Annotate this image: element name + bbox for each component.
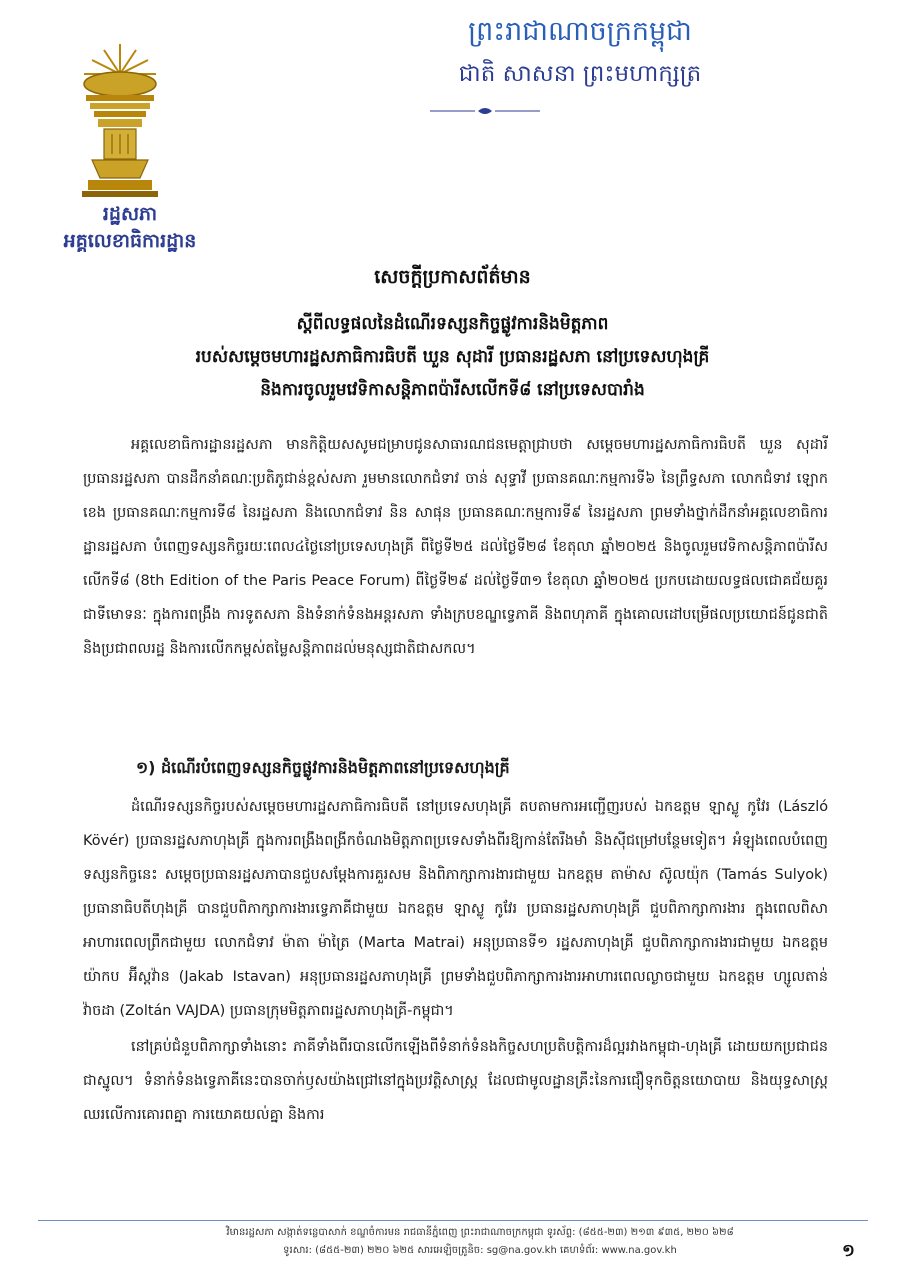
footer-address: វិមានរដ្ឋសភា សង្កាត់ទន្លេបាសាក់ ខណ្ឌចំការមន រាជធានីភ្នំពេញ ព្រះរាជាណាចក្រកម្ពុជា ទូរស័ព្ទ: (៨៥៥-២៣) ២១៣ ៩៣៥, ២២០ ៦២៨ xyxy=(226,1227,734,1238)
ministry-name: រដ្ឋសភា xyxy=(102,203,158,225)
intro-paragraph: អគ្គលេខាធិការដ្ឋានរដ្ឋសភា មានកិត្តិយសសូមជម្រាបជូនសាធារណជនមេត្តាជ្រាបថា សម្ដេចមហារដ្ឋសភាធិការធិបតី ឃួន សុដារី ប្រធានរដ្ឋសភា បានដឹកនាំគណៈប្រតិភូជាន់ខ្ពស់សភា រួមមានលោកជំទាវ ចាន់ សុទ្ធាវី ប្រធានគណៈកម្មការទី៦ នៃព្រឹទ្ធសភា លោកជំទាវ ឡោក ខេង ប្រធានគណៈកម្មការទី៨ នៃរដ្ឋសភា និងលោកជំទាវ និន សាផុន ប្រធានគណៈកម្មការទី៩ នៃរដ្ឋសភា ព្រមទាំងថ្នាក់ដឹកនាំអគ្គលេខាធិការដ្ឋានរដ្ឋសភា បំពេញទស្សនកិច្ចរយៈពេល៤ថ្ងៃនៅប្រទេសហុងគ្រី ពីថ្ងៃទី២៥ ដល់ថ្ងៃទី២៨ ខែតុលា ឆ្នាំ២០២៥ និងចូលរួមវេទិកាសន្តិភាពប៉ារីសលើកទី៨ (8th Edition of the Paris Peace Forum) ពីថ្ងៃទី២៩ ដល់ថ្ងៃទី៣១ ខែតុលា ឆ្នាំ២០២៥ ប្រកបដោយលទ្ធផលជោគជ័យគួរជាទីមោទនៈ ក្នុងការពង្រឹង ការទូតសភា និងទំនាក់ទំនងអន្តរសភា ទាំងក្របខណ្ឌទ្វេភាគី និងពហុភាគី ក្នុងគោលដៅបម្រើផលប្រយោជន៍ជូនជាតិ និងប្រជាពលរដ្ឋ និងការលើកកម្ពស់តម្លៃសន្តិភាពដល់មនុស្សជាតិជាសកល។ xyxy=(83,437,828,657)
footer-divider xyxy=(38,1220,868,1221)
department-name: អគ្គលេខាធិការដ្ឋាន xyxy=(63,230,197,252)
title-line-3: និងការចូលរួមវេទិកាសន្តិភាពប៉ារីសលើកទី៨ នៅប្រទេសបារាំង xyxy=(260,380,645,400)
section-heading-1: ១) ដំណើរបំពេញទស្សនកិច្ចផ្លូវការនិងមិត្តភាពនៅប្រទេសហុងគ្រី xyxy=(136,758,510,777)
section-1-paragraph: ដំណើរទស្សនកិច្ចរបស់សម្ដេចមហារដ្ឋសភាធិការធិបតី នៅប្រទេសហុងគ្រី តបតាមការអញ្ជើញរបស់ ឯកឧត្តម ឡាស្លូ កូវែរ (László Kövér) ប្រធានរដ្ឋសភាហុងគ្រី ក្នុងការពង្រឹងពង្រីកចំណងមិត្តភាពប្រទេសទាំងពីរឱ្យកាន់តែរឹងមាំ និងស៊ីជម្រៅបន្ថែមទៀត។ អំឡុងពេលបំពេញទស្សនកិច្ចនេះ សម្ដេចប្រធានរដ្ឋសភាបានជួបសម្ដែងការគួរសម និងពិភាក្សាការងារជាមួយ ឯកឧត្តម តាម៉ាស ស៊ូលយ៉ុក (Tamás Sulyok) ប្រធានាធិបតីហុងគ្រី បានជួបពិភាក្សាការងារទ្វេភាគីជាមួយ ឯកឧត្តម ឡាស្លូ កូវែរ ប្រធានរដ្ឋសភាហុងគ្រី ជួបពិភាក្សាការងារ ក្នុងពេលពិសាអាហារពេលព្រឹកជាមួយ លោកជំទាវ ម៉ាតា ម៉ាត្រៃ (Marta Matrai) អនុប្រធានទី១ រដ្ឋសភាហុងគ្រី ជួបពិភាក្សាការងារជាមួយ ឯកឧត្តម យ៉ាកប អ៊ីស្តវ៉ាន (Jakab Istavan) អនុប្រធានរដ្ឋសភាហុងគ្រី ព្រមទាំងជួបពិភាក្សាការងារអាហារពេលល្ងាចជាមួយ ឯកឧត្តម ហ្សូលតាន់ វ៉ាចដា (Zoltán VAJDA) ប្រធានក្រុមមិត្តភាពរដ្ឋសភាហុងគ្រី-កម្ពុជា។ xyxy=(83,799,828,1019)
footer-contact: ទូរសារ: (៨៥៥-២៣) ២២០ ៦២៥ សារអេឡិចត្រូនិច: sg@na.gov.kh គេហទំព័រ: www.na.gov.kh xyxy=(283,1245,677,1256)
ornament-divider-icon xyxy=(430,105,540,117)
national-motto: ជាតិ សាសនា ព្រះមហាក្សត្រ xyxy=(458,61,702,87)
kingdom-title: ព្រះរាជាណាចក្រកម្ពុជា xyxy=(468,16,692,47)
page-number: ១ xyxy=(842,1241,855,1261)
section-1-paragraph-2: នៅគ្រប់ជំនួបពិភាក្សាទាំងនោះ ភាគីទាំងពីរបានលើកឡើងពីទំនាក់ទំនងកិច្ចសហប្រតិបត្តិការដ៏ល្អរវាងកម្ពុជា-ហុងគ្រី ដោយយកប្រជាជនជាស្នូល។ ទំនាក់ទំនងទ្វេភាគីនេះបានចាក់ឫសយ៉ាងជ្រៅនៅក្នុងប្រវត្តិសាស្ត្រ ដែលជាមូលដ្ឋានគ្រឹះនៃការជឿទុកចិត្តនយោបាយ និងយុទ្ធសាស្ត្រ ឈរលើការគោរពគ្នា ការយោគយល់គ្នា និងការ xyxy=(83,1039,828,1123)
title-line-2: របស់សម្ដេចមហារដ្ឋសភាធិការធិបតី ឃួន សុដារី ប្រធានរដ្ឋសភា នៅប្រទេសហុងគ្រី xyxy=(195,347,710,367)
title-line-1: ស្ដីពីលទ្ធផលនៃដំណើរទស្សនកិច្ចផ្លូវការនិងមិត្តភាព xyxy=(296,314,609,334)
press-release-heading: សេចក្ដីប្រកាសព័ត៌មាន xyxy=(374,266,531,288)
parliament-emblem-icon xyxy=(78,40,162,198)
